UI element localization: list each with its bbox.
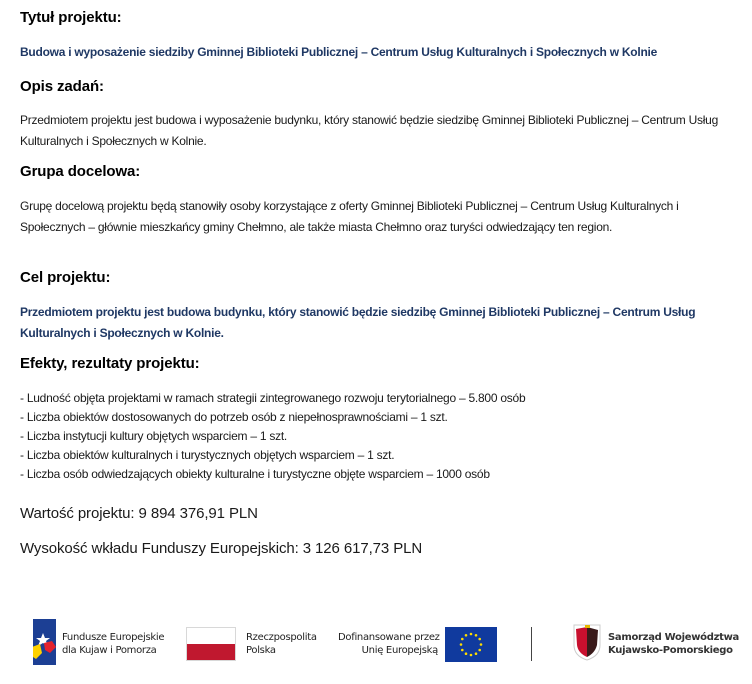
goal-text: Przedmiotem projektu jest budowa budynku, który stanowić będzie siedzibę Gminnej Biblioteki Publicznej – Centrum Usług Kulturalnych i Społecznych w Kolnie. <box>20 305 696 340</box>
fe-label-line1: Fundusze Europejskie <box>62 632 165 643</box>
project-title-text: Budowa i wyposażenie siedziby Gminnej Biblioteki Publicznej – Centrum Usług Kulturalnych i Społecznych w Kolnie <box>20 45 658 59</box>
results-heading: Efekty, rezultaty projektu: <box>20 355 200 372</box>
project-title-heading: Tytuł projektu: <box>20 9 122 26</box>
poland-flag-icon <box>186 627 236 661</box>
tasks-heading: Opis zadań: <box>20 78 104 95</box>
pl-logo-label <box>246 631 317 657</box>
eu-flag-icon <box>445 627 497 662</box>
target-group-heading: Grupa docelowa: <box>20 163 141 180</box>
logo-divider <box>531 627 532 661</box>
target-group-text: Grupę docelową projektu będą stanowiły osoby korzystające z oferty Gminnej Biblioteki Publicznej – Centrum Usług Kulturalnych i Społecznych – głównie mieszkańcy gminy Chełmno, ale także miasta Chełmno oraz turyści odwiedzający ten region. <box>20 199 679 234</box>
results-item: - Liczba osób odwiedzających obiekty kulturalne i turystyczne objęte wsparciem – 1000 osób <box>20 467 490 481</box>
eu-label-line2: Unię Europejską <box>361 645 438 656</box>
results-item: - Liczba instytucji kultury objętych wsparciem – 1 szt. <box>20 429 288 443</box>
eu-label-line1: Dofinansowane przez <box>338 632 440 643</box>
eu-contribution: Wysokość wkładu Funduszy Europejskich: 3 126 617,73 PLN <box>20 540 423 557</box>
results-item: - Liczba obiektów dostosowanych do potrzeb osób z niepełnosprawnościami – 1 szt. <box>20 410 448 424</box>
pl-label-line2: Polska <box>246 645 276 656</box>
goal-heading: Cel projektu: <box>20 269 111 286</box>
project-value: Wartość projektu: 9 894 376,91 PLN <box>20 505 258 522</box>
funding-logos-bar <box>0 615 752 670</box>
results-item: - Liczba obiektów kulturalnych i turystycznych objętych wsparciem – 1 szt. <box>20 448 395 462</box>
eu-logo-label <box>338 631 438 657</box>
kp-label-line1: Samorząd Województwa <box>608 632 739 643</box>
results-list <box>20 389 525 484</box>
fe-logo-label <box>62 631 164 657</box>
fe-logo-icon <box>30 619 56 665</box>
kp-label-line2: Kujawsko-Pomorskiego <box>608 645 733 656</box>
tasks-text: Przedmiotem projektu jest budowa i wyposażenie budynku, który stanowić będzie siedzibę Gminnej Biblioteki Publicznej – Centrum Usług Kulturalnych i Społecznych w Kolnie. <box>20 113 719 148</box>
pl-label-line1: Rzeczpospolita <box>246 632 317 643</box>
results-item: - Ludność objęta projektami w ramach strategii zintegrowanego rozwoju terytorialnego – 5.800 osób <box>20 391 526 405</box>
kp-logo-label <box>608 631 739 657</box>
fe-label-line2: dla Kujaw i Pomorza <box>62 645 157 656</box>
kujawsko-pomorskie-crest-icon <box>572 623 602 661</box>
